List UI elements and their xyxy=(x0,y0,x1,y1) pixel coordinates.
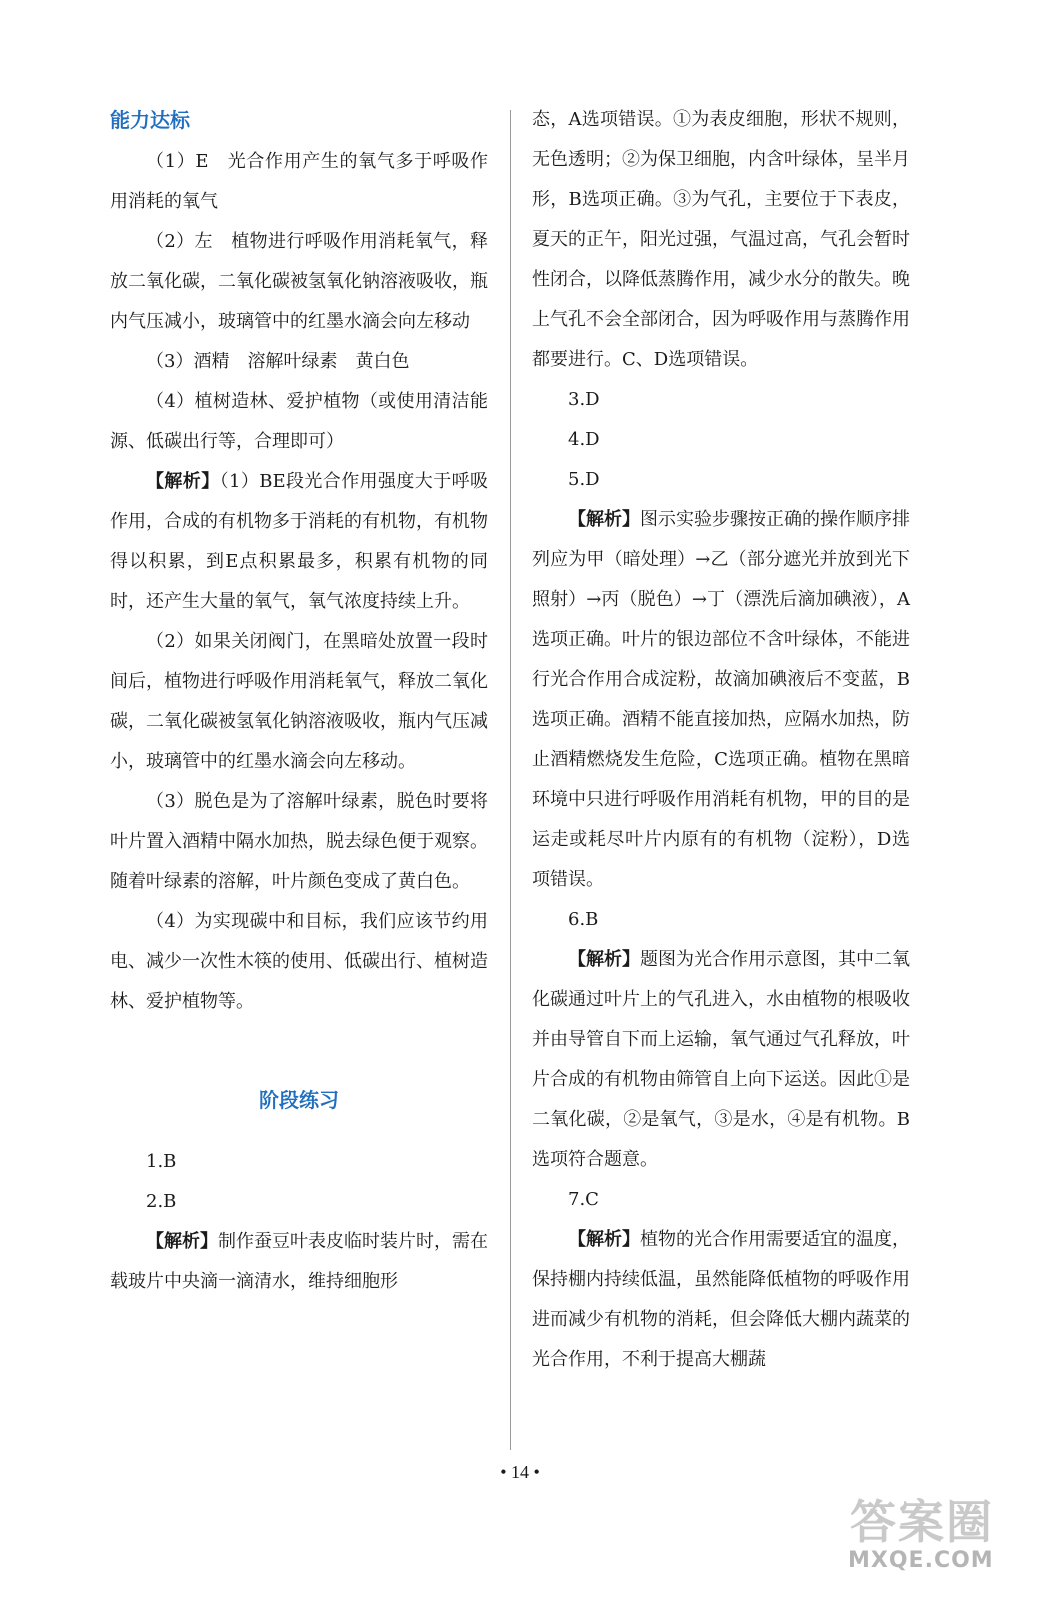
analysis-q2-continued: 态，A选项错误。①为表皮细胞，形状不规则，无色透明；②为保卫细胞，内含叶绿体，呈半月形，B选项正确。③为气孔，主要位于下表皮，夏天的正午，阳光过强，气温过高，气孔会暂时性闭合，以降低蒸腾作用，减少水分的散失。晚上气孔不会全部闭合，因为呼吸作用与蒸腾作用都要进行。C、D选项错误。 xyxy=(532,109,910,370)
analysis-1 xyxy=(110,462,488,622)
column-divider xyxy=(510,110,511,1450)
section-title-ability: 能力达标 xyxy=(110,108,190,132)
question-4: 4.D xyxy=(568,429,600,450)
analysis-q6 xyxy=(532,940,910,1180)
analysis-q7-text: 植物的光合作用需要适宜的温度，保持棚内持续低温，虽然能降低植物的呼吸作用进而减少有机物的消耗，但会降低大棚内蔬菜的光合作用，不利于提高大棚蔬 xyxy=(532,1229,910,1370)
right-column xyxy=(532,100,910,1380)
analysis-3: （3）脱色是为了溶解叶绿素，脱色时要将叶片置入酒精中隔水加热，脱去绿色便于观察。随着叶绿素的溶解，叶片颜色变成了黄白色。 xyxy=(110,791,488,892)
watermark-logo: 答案圈 xyxy=(850,1495,994,1549)
analysis-tag: 【解析】 xyxy=(568,1229,640,1250)
analysis-tag: 【解析】 xyxy=(146,1231,218,1252)
analysis-q2-text: 制作蚕豆叶表皮临时装片时，需在载玻片中央滴一滴清水，维持细胞形 xyxy=(110,1231,488,1292)
analysis-tag: 【解析】 xyxy=(568,949,640,970)
question-3: 3.D xyxy=(568,389,600,410)
answer-3: （3）酒精 溶解叶绿素 黄白色 xyxy=(146,351,410,372)
analysis-2: （2）如果关闭阀门，在黑暗处放置一段时间后，植物进行呼吸作用消耗氧气，释放二氧化碳，二氧化碳被氢氧化钠溶液吸收，瓶内气压减小，玻璃管中的红墨水滴会向左移动。 xyxy=(110,631,488,772)
analysis-4: （4）为实现碳中和目标，我们应该节约用电、减少一次性木筷的使用、低碳出行、植树造林、爱护植物等。 xyxy=(110,911,488,1012)
answer-1: （1）E 光合作用产生的氧气多于呼吸作用消耗的氧气 xyxy=(110,151,488,212)
question-7: 7.C xyxy=(568,1189,599,1210)
analysis-tag: 【解析】 xyxy=(568,509,640,530)
analysis-1-text: （1）BE段光合作用强度大于呼吸作用，合成的有机物多于消耗的有机物，有机物得以积累，到E点积累最多，积累有机物的同时，还产生大量的氧气，氧气浓度持续上升。 xyxy=(110,471,488,612)
question-6: 6.B xyxy=(568,909,599,930)
answer-4: （4）植树造林、爱护植物（或使用清洁能源、低碳出行等，合理即可） xyxy=(110,391,488,452)
analysis-q6-text: 题图为光合作用示意图，其中二氧化碳通过叶片上的气孔进入，水由植物的根吸收并由导管自下而上运输，氧气通过气孔释放，叶片合成的有机物由筛管自上向下运送。因此①是二氧化碳，②是氧气，③是水，④是有机物。B选项符合题意。 xyxy=(532,949,910,1170)
page-number: • 14 • xyxy=(500,1462,540,1482)
analysis-tag: 【解析】 xyxy=(146,471,220,492)
analysis-q2 xyxy=(110,1222,488,1302)
answer-2: （2）左 植物进行呼吸作用消耗氧气，释放二氧化碳，二氧化碳被氢氧化钠溶液吸收，瓶内气压减小，玻璃管中的红墨水滴会向左移动 xyxy=(110,231,488,332)
analysis-q7 xyxy=(532,1220,910,1380)
analysis-q5 xyxy=(532,500,910,900)
watermark-text: MXQE.COM xyxy=(848,1548,994,1573)
question-5: 5.D xyxy=(568,469,600,490)
question-1: 1.B xyxy=(146,1151,177,1172)
left-column xyxy=(110,100,488,1302)
question-2: 2.B xyxy=(146,1191,177,1212)
section-title-stage: 阶段练习 xyxy=(259,1088,339,1112)
analysis-q5-text: 图示实验步骤按正确的操作顺序排列应为甲（暗处理）→乙（部分遮光并放到光下照射）→丙（脱色）→丁（漂洗后滴加碘液），A选项正确。叶片的银边部位不含叶绿体，不能进行光合作用合成淀粉，故滴加碘液后不变蓝，B选项正确。酒精不能直接加热，应隔水加热，防止酒精燃烧发生危险，C选项正确。植物在黑暗环境中只进行呼吸作用消耗有机物，甲的目的是运走或耗尽叶片内原有的有机物（淀粉），D选项错误。 xyxy=(532,509,910,890)
